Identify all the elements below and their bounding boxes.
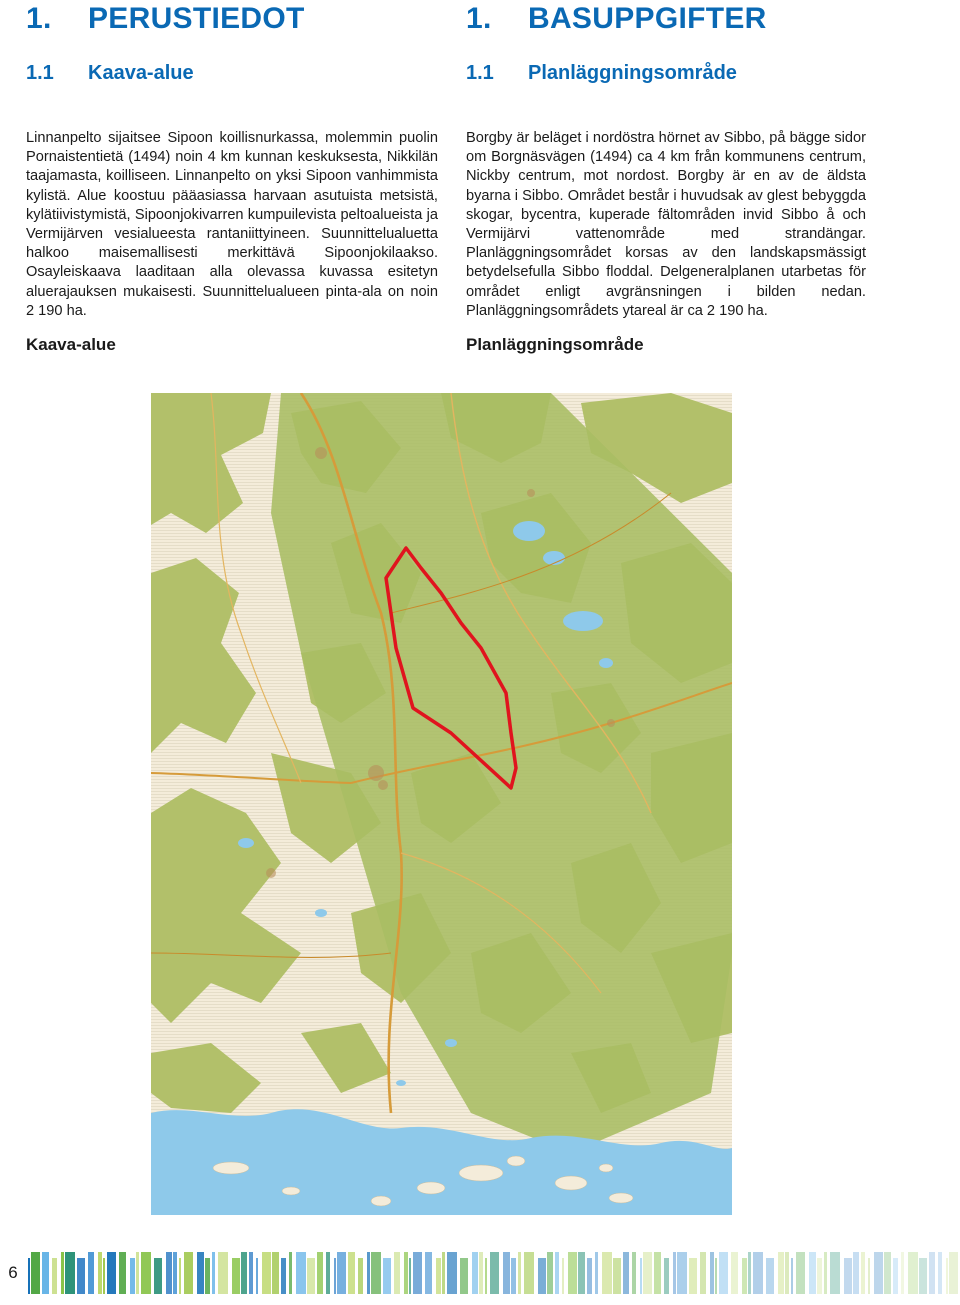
strip-bar xyxy=(919,1258,927,1294)
strip-bar xyxy=(938,1252,942,1294)
body-paragraph-fi: Linnanpelto sijaitsee Sipoon koillisnurkassa, molemmin puolin Pornaistentietä (1494) noin 4 km kunnan keskuksesta, Nikkilän taajamasta, koilliseen. Linnanpelto on yksi Sipoon vanhimmista kylistä. Alue koostuu pääasiassa harvaan asutuista metsistä, kylätiivistymistä, Sipoonjokivarren kumpuilevista peltoalueista ja Vermijärven vesialueesta rantaniittyineen. Suunnittelualuetta halkoo maisemallisesti merkittävä Sipoonjokilaakso. Osayleiskaava laaditaan alla olevassa kuvassa esitetyn aluerajauksen mukaisesti. Suunnittelualueen pinta-ala on noin 2 190 ha. xyxy=(26,130,438,319)
strip-bar xyxy=(632,1252,636,1294)
strip-bar xyxy=(52,1258,57,1294)
strip-bar xyxy=(141,1252,151,1294)
strip-bar xyxy=(326,1252,330,1294)
strip-bar xyxy=(348,1252,355,1294)
strip-bar xyxy=(184,1252,193,1294)
strip-bar xyxy=(654,1252,661,1294)
strip-bar xyxy=(587,1258,592,1294)
map-caption-sv: Planläggningsområde xyxy=(466,335,644,354)
map-caption-fi: Kaava-alue xyxy=(26,335,116,354)
strip-bar xyxy=(868,1258,870,1294)
strip-bar xyxy=(383,1258,391,1294)
strip-bar xyxy=(307,1258,315,1294)
strip-bar xyxy=(503,1252,510,1294)
strip-bar xyxy=(460,1258,468,1294)
strip-bar xyxy=(809,1252,816,1294)
strip-bar xyxy=(334,1258,336,1294)
strip-bar xyxy=(485,1258,487,1294)
strip-bar xyxy=(861,1252,865,1294)
strip-bar xyxy=(296,1252,306,1294)
strip-bar xyxy=(664,1258,669,1294)
strip-bar xyxy=(578,1252,585,1294)
strip-bar xyxy=(785,1252,789,1294)
strip-bar xyxy=(524,1252,534,1294)
strip-bar xyxy=(232,1258,240,1294)
strip-bar xyxy=(640,1258,642,1294)
strip-bar xyxy=(173,1252,177,1294)
strip-bar xyxy=(791,1258,793,1294)
strip-bar xyxy=(119,1252,126,1294)
subsection-heading-sv: 1.1 Planläggningsområde xyxy=(466,62,737,84)
strip-bar xyxy=(742,1258,747,1294)
strip-bar xyxy=(256,1258,258,1294)
strip-bar xyxy=(394,1252,400,1294)
strip-bar xyxy=(442,1252,445,1294)
strip-bar xyxy=(490,1252,499,1294)
section-heading-fi: 1. PERUSTIEDOT xyxy=(26,2,305,35)
strip-bar xyxy=(212,1252,215,1294)
strip-bar xyxy=(547,1252,553,1294)
strip-bar xyxy=(317,1252,323,1294)
strip-bar xyxy=(715,1258,717,1294)
strip-bar xyxy=(796,1252,805,1294)
strip-bar xyxy=(436,1258,441,1294)
strip-bar xyxy=(518,1252,521,1294)
strip-bar xyxy=(731,1252,738,1294)
page-number: 6 xyxy=(8,1263,18,1282)
section-heading-sv: 1. BASUPPGIFTER xyxy=(466,2,767,35)
strip-bar xyxy=(262,1252,271,1294)
strip-bar xyxy=(766,1258,774,1294)
strip-bar xyxy=(719,1252,728,1294)
strip-bar xyxy=(130,1258,135,1294)
body-paragraph-sv: Borgby är beläget i nordöstra hörnet av Sibbo, på bägge sidor om Borgnäsvägen (1494) ca 4 km från kommunens centrum, Nickby centrum, mot nordost. Borgby är en av de äldsta byarna i Sibbo. Området består i huvudsak av glest bebyggda skogar, bycentra, kuperade fältområden invid Sibbo å och Vermijärvi vattenområde med strandängar. Planläggningsområdet korsas av den landskapsmässigt betydelsefulla Sibbo floddal. Delgeneralplanen utarbetas för området enligt avgränsningen i bilden nedan. Planläggningsområdets ytareal är ca 2 190 ha. xyxy=(466,130,866,319)
strip-bar xyxy=(371,1252,381,1294)
footer-color-strip xyxy=(28,1248,960,1298)
planning-area-map xyxy=(151,393,732,1215)
strip-bar xyxy=(555,1252,559,1294)
strip-bar xyxy=(413,1252,422,1294)
strip-bar xyxy=(844,1258,852,1294)
strip-bar xyxy=(103,1258,105,1294)
strip-bar xyxy=(479,1252,483,1294)
strip-bar xyxy=(568,1252,577,1294)
strip-bar xyxy=(700,1252,706,1294)
strip-bar xyxy=(949,1252,958,1294)
strip-bar xyxy=(748,1252,751,1294)
strip-bar xyxy=(874,1252,883,1294)
strip-bar xyxy=(136,1252,139,1294)
strip-bar xyxy=(778,1252,784,1294)
strip-bar xyxy=(107,1252,116,1294)
strip-bar xyxy=(65,1252,75,1294)
strip-bar xyxy=(28,1258,30,1294)
strip-bar xyxy=(538,1258,546,1294)
strip-bar xyxy=(272,1252,279,1294)
subsection-heading-fi: 1.1 Kaava-alue xyxy=(26,62,194,84)
strip-bar xyxy=(562,1258,564,1294)
strip-bar xyxy=(367,1252,370,1294)
strip-bar xyxy=(893,1258,898,1294)
strip-bar xyxy=(853,1252,859,1294)
strip-bar xyxy=(677,1252,687,1294)
strip-bar xyxy=(289,1252,292,1294)
strip-bar xyxy=(98,1252,102,1294)
strip-bar xyxy=(205,1258,210,1294)
strip-bar xyxy=(689,1258,697,1294)
strip-bar xyxy=(946,1258,948,1294)
strip-bar xyxy=(197,1252,204,1294)
strip-bar xyxy=(77,1258,85,1294)
strip-bar xyxy=(218,1252,228,1294)
strip-bar xyxy=(241,1252,247,1294)
strip-bar xyxy=(404,1252,408,1294)
strip-bar xyxy=(42,1252,49,1294)
strip-bar xyxy=(154,1258,162,1294)
strip-bar xyxy=(166,1252,172,1294)
strip-bar xyxy=(337,1252,346,1294)
strip-bar xyxy=(358,1258,363,1294)
strip-bar xyxy=(643,1252,652,1294)
strip-bar xyxy=(409,1258,411,1294)
strip-bar xyxy=(511,1258,516,1294)
strip-bar xyxy=(753,1252,763,1294)
strip-bar xyxy=(31,1252,40,1294)
strip-bar xyxy=(447,1252,457,1294)
strip-bar xyxy=(88,1252,94,1294)
strip-bar xyxy=(472,1252,478,1294)
strip-bar xyxy=(623,1252,629,1294)
strip-bar xyxy=(830,1252,840,1294)
strip-bar xyxy=(179,1258,181,1294)
strip-bar xyxy=(595,1252,598,1294)
strip-bar xyxy=(425,1252,432,1294)
strip-bar xyxy=(817,1258,822,1294)
strip-bar xyxy=(710,1252,714,1294)
strip-bar xyxy=(61,1252,64,1294)
strip-bar xyxy=(901,1252,904,1294)
strip-bar xyxy=(249,1252,253,1294)
strip-bar xyxy=(908,1252,918,1294)
strip-bar xyxy=(884,1252,891,1294)
strip-bar xyxy=(824,1252,827,1294)
strip-bar xyxy=(602,1252,612,1294)
strip-bar xyxy=(613,1258,621,1294)
strip-bar xyxy=(673,1252,676,1294)
strip-bar xyxy=(281,1258,286,1294)
strip-bar xyxy=(929,1252,935,1294)
